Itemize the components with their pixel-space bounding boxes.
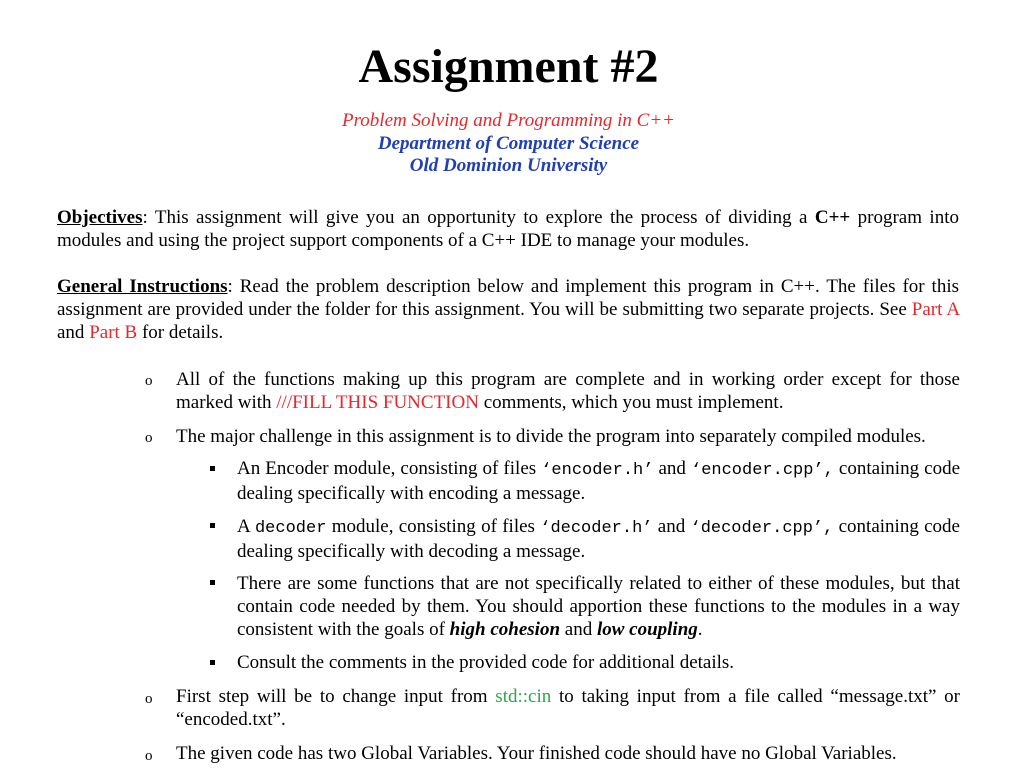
objectives-cpp: C++ [814, 207, 851, 228]
item1-text-b: comments, which you must implement. [478, 392, 784, 413]
decoder-cpp-filename: ‘decoder.cpp’, [690, 519, 834, 538]
general-instructions-heading: General Instructions [57, 276, 228, 297]
item4-text: The given code has two Global Variables. Your finished code should have no Global Variables. [176, 743, 897, 764]
square-bullet [210, 466, 215, 471]
square-bullet [210, 580, 215, 585]
circle-bullet: o [145, 748, 153, 764]
sub1-text-a: An Encoder module, consisting of files [237, 458, 542, 479]
item2-text: The major challenge in this assignment is to divide the program into separately compiled modules. [176, 426, 926, 447]
sub2-and: and [652, 516, 691, 537]
objectives-text-2: program into modules and using the project support components of a C++ IDE to manage your modules. [57, 207, 959, 251]
sub3-text-a: There are some functions that are not specifically related to either of these modules, but that contain code needed by them. You should apportion these functions to the modules in a way consistent with the goals of [237, 573, 960, 640]
sub-list-item [237, 572, 960, 641]
square-bullet [210, 523, 215, 528]
decoder-h-filename: ‘decoder.h’ [540, 519, 653, 538]
decoder-word: decoder [254, 519, 327, 538]
part-a-link: Part A [911, 299, 959, 320]
sub3-and: and [560, 619, 597, 640]
general-text-1: : Read the problem description below and implement this program in C++. The files for this assignment are provided under the folder for this assignment. You will be submitting two separate projects. See [57, 276, 959, 320]
general-instructions-paragraph [57, 275, 959, 344]
sub1-and: and [653, 458, 691, 479]
encoder-cpp-filename: ‘encoder.cpp’, [691, 461, 834, 480]
general-text-2: for details. [137, 322, 224, 343]
sub2-text-c: containing code dealing specifically with decoding a message. [237, 516, 960, 562]
sub2-text-a: A [237, 516, 255, 537]
square-bullet [210, 660, 215, 665]
circle-bullet: o [145, 691, 153, 707]
circle-bullet: o [145, 430, 153, 446]
sub-list-item [237, 515, 960, 563]
sub2-text-b: module, consisting of files [326, 516, 541, 537]
sub-list-item [237, 457, 960, 505]
sub-list-item [237, 651, 960, 674]
objectives-text-1: : This assignment will give you an opportunity to explore the process of dividing a [142, 207, 815, 228]
list-item [176, 742, 960, 765]
page-title: Assignment #2 [358, 40, 659, 93]
course-name: Problem Solving and Programming in C++ [342, 110, 675, 131]
list-item [176, 425, 960, 448]
low-coupling-emphasis: low coupling [596, 619, 698, 640]
general-and: and [57, 322, 90, 343]
part-b-link: Part B [89, 322, 138, 343]
sub1-text-b: containing code dealing specifically with encoding a message. [237, 458, 961, 504]
university-name: Old Dominion University [409, 155, 608, 176]
item3-text-a: First step will be to change input from [176, 686, 496, 707]
department-name: Department of Computer Science [377, 133, 640, 154]
objectives-heading: Objectives [57, 207, 143, 228]
high-cohesion-emphasis: high cohesion [449, 619, 561, 640]
item1-text-a: All of the functions making up this program are complete and in working order except for those marked with [176, 369, 960, 413]
encoder-h-filename: ‘encoder.h’ [541, 461, 654, 480]
circle-bullet: o [145, 373, 153, 389]
list-item [176, 685, 960, 731]
item3-text-b: to taking input from a file called “message.txt” or “encoded.txt”. [176, 686, 960, 730]
list-item [176, 368, 960, 414]
fill-function-marker: ///FILL THIS FUNCTION [276, 392, 479, 413]
objectives-paragraph [57, 206, 959, 252]
sub4-text: Consult the comments in the provided code for additional details. [237, 652, 735, 673]
std-cin-code: std::cin [495, 686, 552, 707]
sub3-text-b: . [697, 619, 703, 640]
